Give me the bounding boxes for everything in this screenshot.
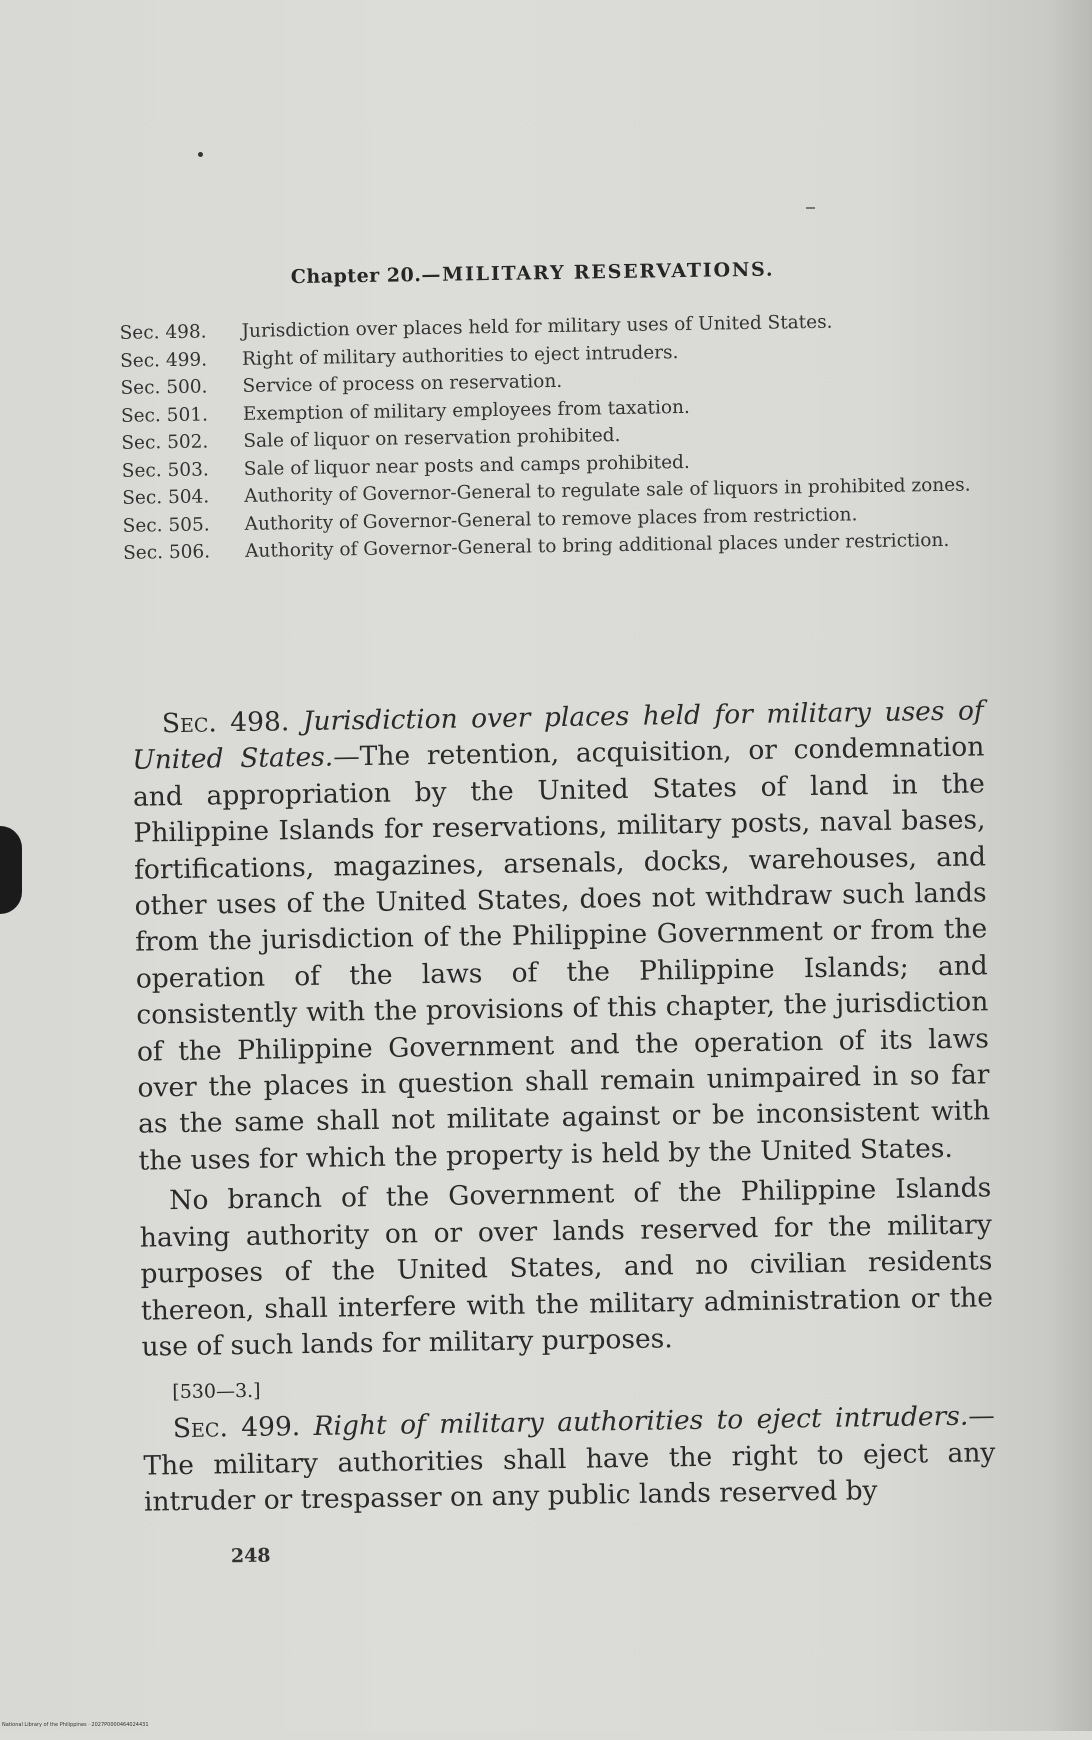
- toc-section-number: Sec. 503.: [121, 458, 209, 482]
- toc-section-title: Sale of liquor on reservation prohibited.: [243, 424, 621, 452]
- section-body: [132, 693, 997, 1521]
- chapter-heading: [291, 259, 775, 289]
- toc-section-number: Sec. 505.: [122, 513, 210, 537]
- section-499-label: Sec. 499.: [172, 1411, 301, 1445]
- page-number: 248: [230, 1544, 271, 1568]
- toc-section-number: Sec. 502.: [121, 431, 209, 454]
- library-footer: National Library of the Philippines · 2027P0000464024431: [2, 1722, 149, 1728]
- toc-section-title: Service of process on reservation.: [242, 370, 563, 397]
- section-498-label: Sec. 498.: [161, 706, 290, 740]
- section-499-text: —The military authorities shall have the right to eject any intruder or trespasser on any public lands reserved by: [143, 1400, 996, 1518]
- toc-section-title: Right of military authorities to eject intruders.: [241, 341, 679, 370]
- toc-section-number: Sec. 501.: [120, 403, 209, 427]
- toc-section-title: Sale of liquor near posts and camps prohibited.: [243, 451, 690, 480]
- section-contents-list: [119, 306, 983, 567]
- section-498-second-paragraph: No branch of the Government of the Philippine Islands having authority on or over lands reserved for the military purposes of the United States, and no civilian residents thereon, shall interfere with the military administration or the use of such lands for military purposes.: [139, 1172, 994, 1363]
- toc-section-title: Exemption of military employees from taxation.: [242, 396, 691, 425]
- section-499-paragraph: [143, 1399, 997, 1522]
- toc-section-title: Authority of Governor-General to bring additional places under restriction.: [244, 529, 950, 562]
- chapter-number: Chapter 20.: [290, 264, 422, 289]
- toc-section-title: Authority of Governor-General to regulate sale of liquors in prohibited zones.: [244, 474, 971, 507]
- section-498-text: —The retention, acquisition, or condemnation and appropriation by the United States of land in the Philippine Islands for reservations, military posts, naval bases, fortifications, magazines, arsenals, docks, warehouses, and other uses of the United States, does not withdraw such lands from the jurisdiction of the Philippine Government or from the operation of the laws of the Philippine Islands; and consistently with the provisions of this chapter, the jurisdiction of the Philippine Government and the operation of its laws over the places in question shall remain unimpaired in so far as the same shall not militate against or be inconsistent with the uses for which the property is held by the United States.: [132, 731, 991, 1177]
- toc-section-number: Sec. 499.: [119, 348, 208, 372]
- toc-section-number: Sec. 506.: [122, 541, 211, 564]
- toc-section-number: Sec. 500.: [120, 376, 208, 399]
- toc-section-number: Sec. 498.: [119, 321, 207, 344]
- citation: [530—3.]: [172, 1380, 261, 1404]
- chapter-title: —MILITARY RESERVATIONS.: [421, 258, 775, 287]
- toc-section-title: Jurisdiction over places held for military uses of United States.: [241, 311, 833, 342]
- section-499-heading: Right of military authorities to eject intruders.: [313, 1400, 969, 1443]
- section-498-heading: Jurisdiction over places held for military uses of United States.: [132, 695, 984, 777]
- toc-section-number: Sec. 504.: [122, 486, 210, 509]
- section-498-paragraph: [132, 693, 991, 1180]
- toc-section-title: Authority of Governor-General to remove places from restriction.: [244, 503, 858, 535]
